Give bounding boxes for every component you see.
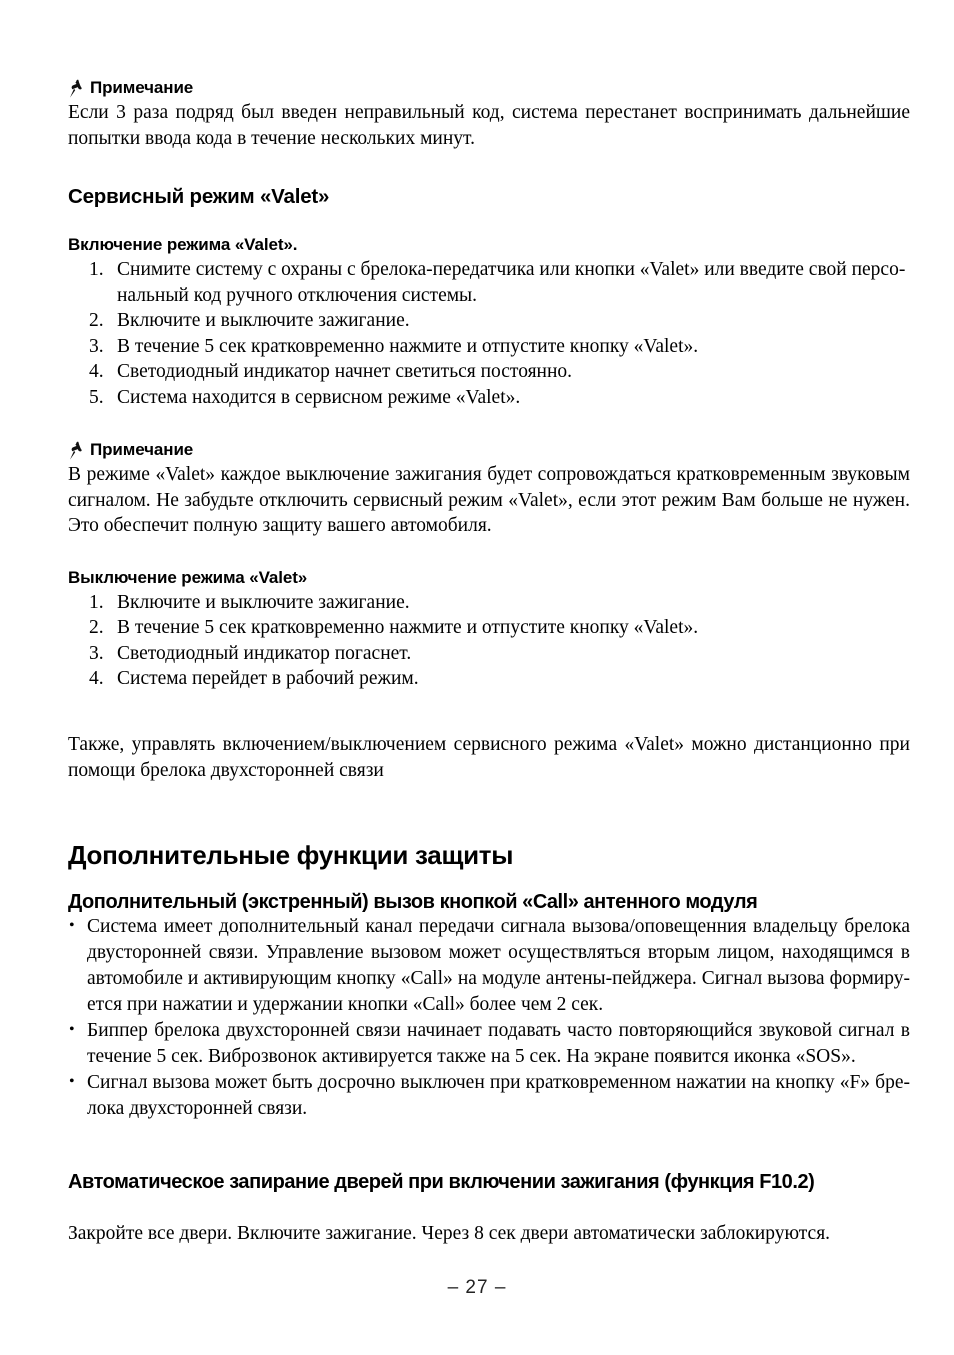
emergency-call-bullets bbox=[68, 914, 910, 1122]
auto-door-lock-paragraph: Закройте все двери. Включите зажигание. Через 8 сек двери автоматически заблокируются. bbox=[68, 1222, 831, 1244]
heading-extra-protection: Дополнительные функции защиты bbox=[68, 839, 514, 870]
note-one-body: Если 3 раза подряд был введен неправильный код, система перестанет воспринимать дальнейшие попытки ввода кода в течение нескольких минут. bbox=[68, 102, 910, 149]
page-content bbox=[68, 78, 910, 1247]
page-number: – 27 – bbox=[447, 1277, 507, 1298]
pushpin-icon bbox=[68, 79, 83, 98]
list-item: Включите и выключите зажигание. bbox=[117, 310, 410, 331]
list-item: • Сигнал вызова может быть досрочно выключен при кратковременном нажатии на кнопку «F» брелока двухсторонней связи. bbox=[68, 1070, 910, 1122]
note-one-title: Примечание bbox=[90, 78, 194, 97]
note-block-one bbox=[68, 78, 910, 151]
heading-auto-door-lock: Автоматическое запирание дверей при включении зажигания (функция F10.2) bbox=[68, 1170, 815, 1193]
list-item: Система находится в сервисном режиме «Valet». bbox=[117, 386, 521, 408]
list-item: Светодиодный индикатор начнет светиться постоянно. bbox=[117, 361, 573, 382]
note-two-header bbox=[68, 440, 910, 459]
list-item: Светодиодный индикатор погаснет. bbox=[117, 642, 412, 664]
list-item: • Биппер брелока двухсторонней связи начинает подавать часто повторяющийся звуковой сигнал в течение 5 сек. Виброзвонок активируется также на 5 сек. На экране появится иконка «SOS». bbox=[68, 1018, 910, 1070]
note-two-title: Примечание bbox=[90, 440, 194, 459]
heading-emergency-call: Дополнительный (экстренный) вызов кнопкой «Call» антенного модуля bbox=[68, 890, 758, 913]
list-item: В течение 5 сек кратковременно нажмите и отпустите кнопку «Valet». bbox=[117, 335, 699, 357]
pushpin-icon bbox=[68, 441, 83, 460]
list-item: • Система имеет дополнительный канал передачи сигнала вызова/оповещенния владельцу брелока двусторонней связи. Управление вызовом может осуществляться вторым лицом, находящимся в автомобиле и активирующим кнопку «Call» на модуле антены-пейджера. Сигнал вызова формируется при нажатии и удержании кнопки «Call» более чем 2 сек. bbox=[68, 914, 910, 1018]
list-item: Снимите систему с охраны с брелока-передатчика или кнопки «Valet» или введите свой персональный код ручного отключения системы. bbox=[117, 259, 906, 306]
valet-disable-steps bbox=[68, 590, 910, 692]
valet-enable-steps bbox=[68, 257, 910, 410]
note-two-body: В режиме «Valet» каждое выключение зажигания будет сопровождаться кратковременным звуковым сигналом. Не забудьте отключить сервисный режим «Valet», если этот режим Вам больше не нужен. Это обеспечит полную защиту вашего автомобиля. bbox=[68, 464, 910, 536]
heading-valet-enable: Включение режима «Valet». bbox=[68, 235, 298, 254]
note-one-header bbox=[68, 78, 910, 97]
list-item: Включите и выключите зажигание. bbox=[117, 591, 410, 613]
heading-valet-mode: Сервисный режим «Valet» bbox=[68, 185, 330, 208]
heading-valet-disable: Выключение режима «Valet» bbox=[68, 567, 308, 587]
valet-remote-paragraph: Также, управлять включением/выключением сервисного режима «Valet» можно дистанционно при помощи брелока двухсторонней связи bbox=[68, 733, 910, 781]
list-item: Система перейдет в рабочий режим. bbox=[117, 668, 419, 689]
list-item: В течение 5 сек кратковременно нажмите и отпустите кнопку «Valet». bbox=[117, 617, 699, 638]
note-block-two bbox=[68, 440, 910, 539]
